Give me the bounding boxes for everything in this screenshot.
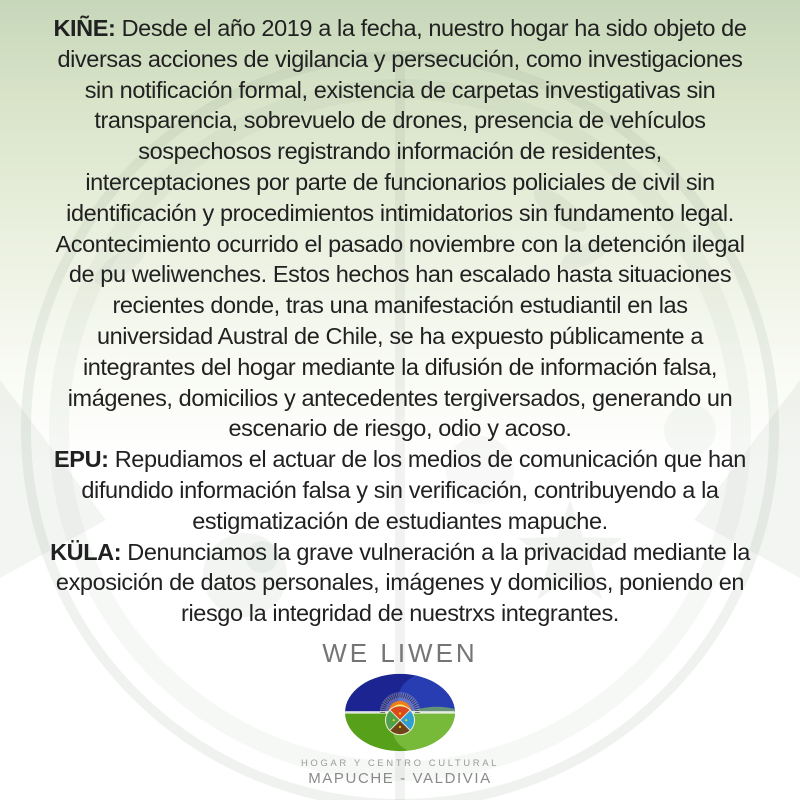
statement-line: identificación y procedimientos intimidatorios sin fundamento legal. xyxy=(66,199,734,226)
statement-line: KIÑE: Desde el año 2019 a la fecha, nuestro hogar ha sido objeto de xyxy=(53,15,747,41)
statement-line: KÜLA: Denunciamos la grave vulneración a la privacidad mediante la xyxy=(50,538,750,565)
org-location: MAPUCHE - VALDIVIA xyxy=(308,769,492,787)
statement-line: exposición de datos personales, imágenes y domicilios, poniendo en xyxy=(55,569,745,596)
statement-line: de pu weliwenches. Estos hechos han escalado hasta situaciones xyxy=(68,261,732,288)
statement-line: integrantes del hogar mediante la difusión de información falsa, xyxy=(82,353,718,380)
statement-line: EPU: Repudiamos el actuar de los medios de comunicación que han xyxy=(54,446,746,473)
statement-line: interceptaciones por parte de funcionarios policiales de civil sin xyxy=(85,168,715,195)
statement-line: sin notificación formal, existencia de carpetas investigativas sin xyxy=(84,76,716,103)
statement-line: recientes donde, tras una manifestación estudiantil en las xyxy=(112,292,688,319)
statement-line: Acontecimiento ocurrido el pasado noviembre con la detención ilegal xyxy=(55,230,745,257)
we-liwen-logo-icon xyxy=(342,672,458,753)
statement-line: universidad Austral de Chile, se ha expuesto públicamente a xyxy=(96,322,704,349)
statement-line: transparencia, sobrevuelo de drones, presencia de vehículos xyxy=(94,107,706,134)
statement-line: difundido información falsa y sin verificación, contribuyendo a la xyxy=(81,476,719,503)
org-footer xyxy=(301,638,499,787)
statement-line: estigmatización de estudiantes mapuche. xyxy=(192,507,608,534)
org-subtitle: HOGAR Y CENTRO CULTURAL xyxy=(300,757,500,769)
org-name: WE LIWEN xyxy=(322,637,478,668)
statement-line: diversas acciones de vigilancia y persecución, como investigaciones xyxy=(57,45,743,72)
statement-line: escenario de riesgo, odio y acoso. xyxy=(228,415,572,442)
kultrun-icon xyxy=(385,705,415,735)
statement-line: imágenes, domicilios y antecedentes tergiversados, generando un xyxy=(67,384,733,411)
statement-line: sospechosos registrando información de residentes, xyxy=(138,138,662,165)
statement-line: riesgo la integridad de nuestrxs integrantes. xyxy=(181,600,619,627)
